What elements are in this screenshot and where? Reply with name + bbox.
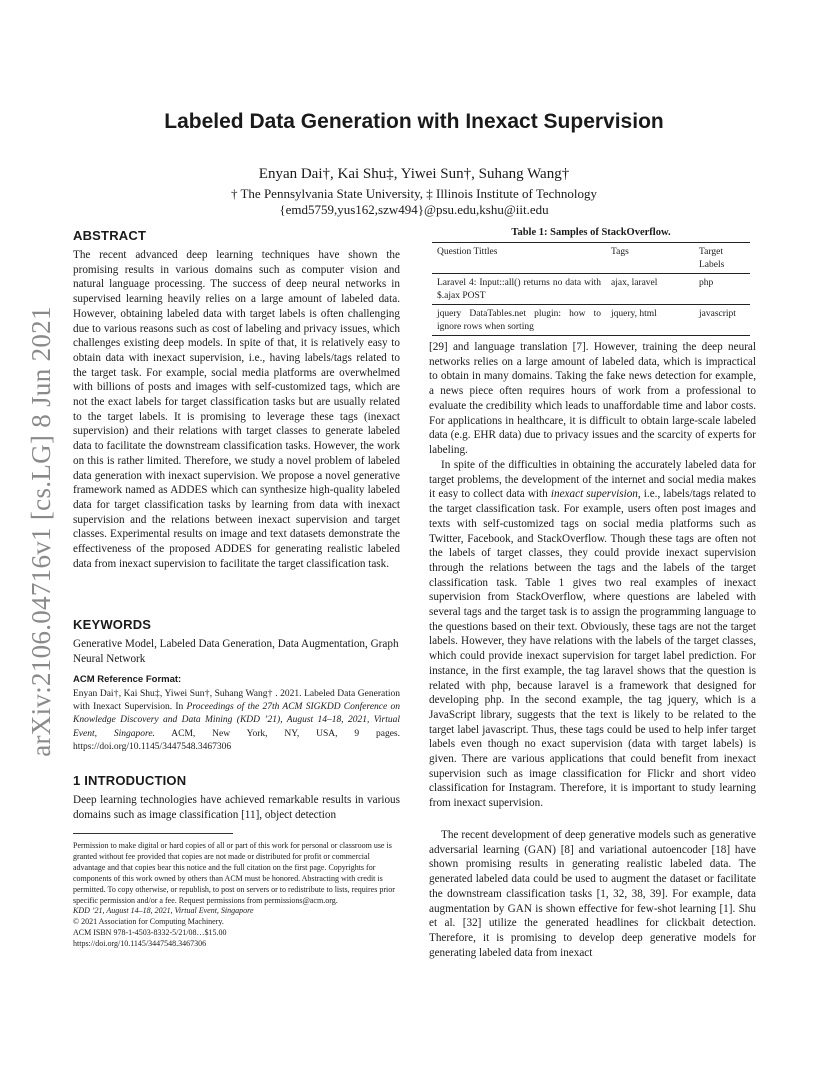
intro-paragraph-2 <box>429 458 756 811</box>
copyright-line: © 2021 Association for Computing Machinery. <box>73 917 224 927</box>
intro-paragraph-3: The recent development of deep generative models such as generative adversarial learning (GAN) [8] and variational autoencoder [18] have shown promising results in generating realistic labeled data. The generated labeled data could be used to augment the dataset or facilitate the downstream classification tasks [1, 32, 38, 39]. For example, data augmentation by GAN is shown effective for few-shot learning [1]. Shu et al. [32] utilize the generated headlines for clickbait detection. Therefore, it is promising to develop deep generative models for generating labeled data from inexact <box>429 829 756 959</box>
table-row <box>432 274 750 305</box>
acm-reference-text <box>73 688 400 754</box>
table-header-cell: Question Tittles <box>437 247 498 257</box>
table-cell: jquery, html <box>611 309 657 319</box>
table-cell: php <box>699 278 714 288</box>
table-cell: jquery DataTables.net plugin: how to ignore rows when sorting <box>437 309 601 332</box>
keywords-text: Generative Model, Labeled Data Generation, Data Augmentation, Graph Neural Network <box>73 638 399 665</box>
footnote-divider <box>73 833 233 834</box>
introduction-text: Deep learning technologies have achieved remarkable results in various domains such as image classification [11], object detection <box>73 794 400 821</box>
author-list: Enyan Dai†, Kai Shu‡, Yiwei Sun†, Suhang Wang† <box>258 166 570 182</box>
table-cell: javascript <box>699 309 736 319</box>
table-row <box>432 305 750 336</box>
table-cell: ajax, laravel <box>611 278 658 288</box>
permission-notice: Permission to make digital or hard copies of all or part of this work for personal or classroom use is granted without fee provided that copies are not made or distributed for profit or commercial advantage and that copies bear this notice and the full citation on the first page. Copyrights for components of this work owned by others than ACM must be honored. Abstracting with credit is permitted. To copy otherwise, or republish, to post on servers or to redistribute to lists, requires prior specific permission and/or a fee. Request permissions from permissions@acm.org. <box>73 841 395 905</box>
arxiv-id: arXiv:2106.04716v1 [cs.LG] 8 Jun 2021 <box>25 305 56 757</box>
acm-ref-authors: Enyan Dai†, Kai Shu‡, Yiwei Sun†, Suhang Wang† . 2021. Labeled Data Generation with Inexact Supervision. In <box>73 689 400 713</box>
isbn-line: ACM ISBN 978-1-4503-8332-5/21/08…$15.00 <box>73 928 227 938</box>
intro-p2-rest: , i.e., labels/tags related to the target classification task. For example, users often post images and texts with self-customized tags on social media platforms such as Twitter, Facebook, and StackOverflow. Though these tags are often not the labels of target classes, they could provide inexact supervision through the relations between the tags and the labels of the target classification task. Table 1 gives two real examples of inexact supervision from StackOverflow, where questions are labeled with several tags and the target task is to assign the programming language to the questions based on their text. Obviously, these tags are not the target labels. However, they have relations with the labels of the target classes, which could provide inexact supervision for target label prediction. For instance, in the first example, the tag laravel shows that the question is related with php, because laravel is a framework that designed for developing php. In the second example, the tag jquery, which is a JavaScript library, suggests that the text is likely to be related to the target label javascript. Thus, these tags could be used to help infer target labels even though no exact supervision (data with target labels) is given. There are various applications that could benefit from inexact supervision such as image classification for Flickr and short video classification for Instagram. Therefore, it is important to study learning from inexact supervision. <box>429 488 756 810</box>
abstract-text: The recent advanced deep learning techniques have shown the promising results in various domains such as computer vision and natural language processing. The success of deep neural networks in supervised learning heavily relies on a large amount of labeled data. However, obtaining labeled data with target labels is often challenging due to various reasons such as cost of labeling and privacy issues, which challenges existing deep models. In spite of that, it is relatively easy to obtain data with inexact supervision, i.e., having labels/tags related to the target task. For example, social media platforms are overwhelmed with billions of posts and images with self-customized tags, which are not the exact labels for target classification tasks but are usually related to the target labels. It is promising to leverage these tags (inexact supervision) and their relations with target classes to generate labeled data to facilitate the downstream classification tasks. However, the work on this is rather limited. Therefore, we study a novel problem of labeled data generation with inexact supervision. We propose a novel generative framework named as ADDES which can synthesize high-quality labeled data for target classification tasks by learning from data with inexact supervision and the relations between inexact supervision and target classes. Experimental results on image and text datasets demonstrate the effectiveness of the proposed ADDES for generating realistic labeled data from inexact supervision to facilitate the target classification task. <box>73 249 400 570</box>
conference-line: KDD ’21, August 14–18, 2021, Virtual Event, Singapore <box>73 906 254 916</box>
acm-reference-heading: ACM Reference Format: <box>73 674 182 685</box>
acm-ref-venue: Proceedings of the 27th ACM SIGKDD Conference on Knowledge Discovery and Data Mining (KDD ’21), August 14–18, 2021, Virtual Event, Singapore. <box>73 702 400 739</box>
abstract-heading: ABSTRACT <box>73 228 147 243</box>
stackoverflow-table <box>432 242 750 336</box>
intro-p2-emphasis: inexact supervision <box>550 488 638 501</box>
table-cell: Laravel 4: Input::all() returns no data with $.ajax POST <box>437 278 601 301</box>
keywords-heading: KEYWORDS <box>73 617 152 632</box>
author-emails: {emd5759,yus162,szw494}@psu.edu,kshu@iit.edu <box>279 202 549 217</box>
affiliations: † The Pennsylvania State University, ‡ Illinois Institute of Technology <box>230 186 598 201</box>
table-header-cell: Target Labels <box>699 247 725 270</box>
arxiv-sidebar <box>22 298 60 764</box>
intro-p2-start: In spite of the difficulties in obtaining the accurately labeled data for target problems, the development of the internet and social media makes it easy to collect data with <box>429 459 756 501</box>
doi-line: https://doi.org/10.1145/3447548.3467306 <box>73 939 207 949</box>
paper-title: Labeled Data Generation with Inexact Supervision <box>164 110 664 133</box>
table-header-cell: Tags <box>611 247 629 257</box>
intro-paragraph-1: [29] and language translation [7]. However, training the deep neural networks relies on a large amount of labeled data, which is impractical to obtain in many domains. Taking the fake news detection for example, a news piece often requires hours of work from a professional to evaluate the credibility which leads to unaffordable time and labor costs. For applications in healthcare, it is difficult to obtain large-scale labeled data (e.g. EHR data) due to privacy issues and the scarcity of experts for labeling. <box>429 341 756 456</box>
table-caption: Table 1: Samples of StackOverflow. <box>511 227 671 238</box>
introduction-heading: 1 INTRODUCTION <box>73 773 187 788</box>
acm-ref-tail: ACM, New York, NY, USA, 9 pages. https://doi.org/10.1145/3447548.3467306 <box>73 728 400 752</box>
table-header-row <box>432 243 750 274</box>
copyright-footnote <box>73 841 400 950</box>
